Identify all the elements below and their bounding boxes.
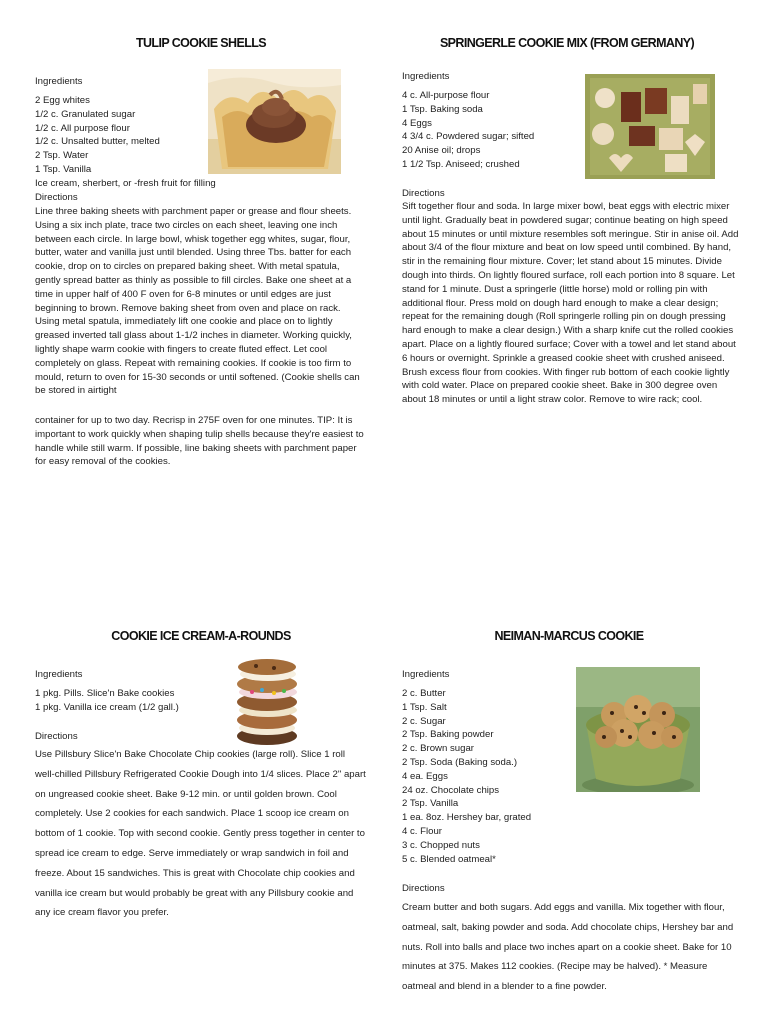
ingredient-item: 4 3/4 c. Powdered sugar; sifted bbox=[402, 131, 535, 143]
ingredient-item: 1 pkg. Pills. Slice'n Bake cookies bbox=[35, 688, 175, 699]
ingredients-list-ice-cream bbox=[35, 687, 179, 715]
ingredient-item: 1 ea. 8oz. Hershey bar, grated bbox=[402, 812, 532, 824]
ingredient-item: 1/2 c. All purpose flour bbox=[35, 122, 130, 134]
ingredient-item: 2 Tsp. Soda (Baking soda.) bbox=[402, 756, 518, 768]
neiman-marcus-cookies-photo bbox=[576, 667, 700, 792]
ingredient-item: 2 Tsp. Water bbox=[35, 150, 89, 162]
ingredient-item: 4 ea. Eggs bbox=[402, 770, 448, 782]
ingredients-heading-springerle: Ingredients bbox=[402, 71, 450, 82]
recipe-title-tulip: TULIP COOKIE SHELLS bbox=[135, 36, 267, 50]
ingredients-list-tulip bbox=[35, 94, 216, 204]
ingredient-item: 4 c. All-purpose flour bbox=[402, 90, 490, 101]
ingredient-item: 4 c. Flour bbox=[402, 825, 442, 837]
ingredient-item: 1 Tsp. Baking soda bbox=[402, 103, 483, 115]
directions-text-tulip-2: container for up to two day. Recrisp in 275F oven for one minutes. TIP: It is important to work quickly when shaping tulip shells because they're easiest to handle while still warm. If possible, line baking sheets with parchment paper for easy removal of the cookies. bbox=[35, 415, 364, 468]
directions-text-ice-cream: Use Pillsbury Slice'n Bake Chocolate Chip cookies (large roll). Slice 1 roll well-chilled Pillsbury Refrigerated Cookie Dough into 1/4 slices. Place 2" apart on ungreased cookie sheet. Bake 9-12 min. or until golden brown. Cool completely. Use 2 cookies for each sandwich. Place 1 scoop ice cream on bottom of 1 cookie. Top with second cookie. Gently press together in center to spread ice cream to edge. Serve immediately or wrap sandwich in foil and freeze. About 15 sandwiches. This is great with Chocolate chip cookies and vanilla ice cream but would probably be great with any Pillsbury cookie and any ice cream flavor you prefer. bbox=[35, 749, 366, 919]
ingredient-item: 5 c. Blended oatmeal* bbox=[402, 853, 496, 865]
ingredient-item: 2 Egg whites bbox=[35, 95, 90, 106]
tulip-cookie-shell-photo bbox=[208, 69, 341, 174]
directions-heading-springerle: Directions bbox=[402, 188, 445, 199]
ingredient-item: 3 c. Chopped nuts bbox=[402, 839, 480, 851]
ingredients-list-neiman-marcus bbox=[402, 687, 531, 866]
directions-text-tulip-1: Line three baking sheets with parchment paper or grease and flour sheets. Using a six inch plate, trace two circles on each sheet, leaving one inch between each circle. In large bowl, whisk together egg whites, sugar, flour, butter, water and vanilla just until blended. Using three Tbs. batter for each cookie, drop on to circles on prepared baking sheet. With metal spatula, gently spread batter as thinly as possible to fill circles. Bake one sheet at a time in upper half of 400 F oven for 6-8 minutes or until edges are just beginning to brown. Remove baking sheet from oven and place on rack. Using metal spatula, immediately lift one cookie and place on to lightly greased inverted tall glass about 1-1/2 inches in diameter. Working quickly, lightly shape warm cookie with fingers to create fluted effect. Let cool completely on glass. Repeat with remaining cookies. If cookie is too firm to mould, return to oven for 15-30 seconds or until softened. (Cookie shells can be stored in airtight bbox=[35, 206, 360, 397]
recipe-title-springerle: SPRINGERLE COOKIE MIX (FROM GERMANY) bbox=[439, 36, 695, 50]
ingredient-item: 2 Tsp. Vanilla bbox=[402, 798, 459, 810]
ice-cream-sandwich-photo bbox=[212, 658, 322, 746]
ingredients-heading-neiman-marcus: Ingredients bbox=[402, 669, 450, 680]
ingredient-item: 4 Eggs bbox=[402, 117, 432, 129]
ingredients-list-springerle bbox=[402, 89, 534, 172]
recipe-title-neiman-marcus: NEIMAN-MARCUS COOKIE bbox=[494, 629, 644, 643]
ingredient-item: 1 Tsp. Salt bbox=[402, 701, 447, 713]
ingredients-heading-tulip: Ingredients bbox=[35, 76, 83, 87]
directions-heading-tulip: Directions bbox=[35, 191, 78, 203]
ingredient-item: 1 pkg. Vanilla ice cream (1/2 gall.) bbox=[35, 701, 179, 713]
ingredient-item: 1 Tsp. Vanilla bbox=[35, 163, 92, 175]
ingredient-item: 24 oz. Chocolate chips bbox=[402, 784, 500, 796]
ingredient-item: 1/2 c. Unsalted butter, melted bbox=[35, 136, 160, 148]
ingredient-item: 1/2 c. Granulated sugar bbox=[35, 108, 136, 120]
ingredient-item: 2 Tsp. Baking powder bbox=[402, 729, 494, 741]
ingredients-heading-ice-cream: Ingredients bbox=[35, 669, 83, 680]
ingredient-item: 2 c. Sugar bbox=[402, 715, 446, 727]
ingredient-item: 20 Anise oil; drops bbox=[402, 145, 481, 157]
directions-text-neiman-marcus: Cream butter and both sugars. Add eggs and vanilla. Mix together with flour, oatmeal, salt, baking powder and soda. Add chocolate chips, Hershey bar and nuts. Roll into balls and place two inches apart on a cookie sheet. Bake for 10 minutes at 375. Makes 112 cookies. (Recipe may be halved). * Measure oatmeal and blend in a blender to a fine powder. bbox=[402, 902, 734, 993]
directions-text-springerle: Sift together flour and soda. In large mixer bowl, beat eggs with electric mixer until light. Gradually beat in powdered sugar; continue beating on high speed about 15 minutes or until mixture resembles soft meringue. Stir in anise oil. Add about 3/4 of the flour mixture and beat on low speed until combined. By hand, stir in the remaining flour mixture. Cover; let stand about 15 minutes. Divide dough into thirds. On lightly floured surface, roll each portion into 8 square. Let stand for 1 minute. Dust a springerle (little horse) mold or rolling pin with additional flour. Press mold on dough hard enough to make a clear design; repeat for the remaining dough (Roll springerle rolling pin on dough pressing hard enough to make a clear design.) With a sharp knife cut the rolled cookies apart. Place on a lightly floured surface; Cover with a towel and let stand about 6 hours or overnight. Sprinkle a greased cookie sheet with crushed aniseed. Brush excess flour from cookies. With finger rub bottom of each cookie lightly with cold water. Place on prepared cookie sheet. Bake in 300 degree oven about 18 minutes or until a light straw color. Remove to wire rack; cool. bbox=[402, 201, 739, 406]
recipe-title-ice-cream-a-rounds: COOKIE ICE CREAM-A-ROUNDS bbox=[111, 629, 291, 643]
directions-heading-ice-cream: Directions bbox=[35, 731, 78, 742]
directions-heading-neiman-marcus: Directions bbox=[402, 883, 445, 894]
springerle-cookies-photo bbox=[585, 74, 715, 179]
ingredient-item: 2 c. Butter bbox=[402, 688, 446, 699]
ingredient-item: Ice cream, sherbert, or -fresh fruit for filling bbox=[35, 177, 216, 189]
ingredient-item: 1 1/2 Tsp. Aniseed; crushed bbox=[402, 158, 520, 170]
ingredient-item: 2 c. Brown sugar bbox=[402, 743, 474, 755]
